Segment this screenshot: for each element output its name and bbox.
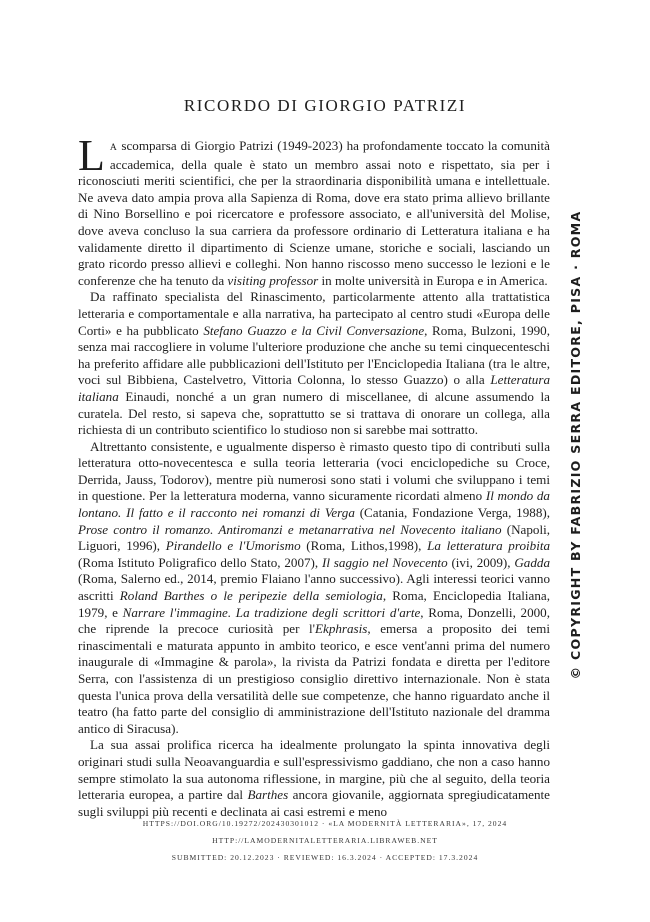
page-title: RICORDO DI GIORGIO PATRIZI	[183, 96, 467, 115]
text-run: , Roma, Enciclopedia Italiana, 1979, e	[78, 588, 550, 620]
paragraph	[78, 289, 550, 438]
footer-url: HTTP://LAMODERNITALETTERARIA.LIBRAWEB.NET	[212, 836, 438, 845]
text-run: scomparsa di Giorgio Patrizi (1949-2023) ha profondamente toccato la comunità accademica, della quale è stato un membro assai noto e rispettato, sia per i riconosciuti meriti scientifici, che per la straordinaria disponibilità umana e intellettuale. Ne aveva dato ampia prova alla Sapienza di Roma, dove era stato prima allievo brillante di Nino Borsellino e poi ricercatore e professore associato, e all'università del Molise, dove aveva concluso la sua carriera da professore ordinario di Letteratura italiana e ha validamente diretto il dipartimento di Scienze umane, storiche e sociali, lasciando un grato ricordo presso allievi e colleghi. Non hanno riscosso meno successo le lezioni e le conferenze che ha tenuto da	[78, 138, 550, 288]
paragraph	[78, 131, 550, 289]
italic-title: Roland Barthes o le peripezie della semiologia	[119, 588, 383, 604]
italic-title: Gadda	[514, 554, 550, 570]
text-run: (Roma, Salerno ed., 2014, premio Flaiano l'anno successivo). Agli interessi teorici vanno ascritti	[78, 571, 550, 604]
text-run: , Roma, Donzelli, 2000, che riprende la precoce curiosità per l'	[78, 604, 550, 637]
italic-title: La letteratura proibita	[427, 538, 551, 554]
text-run: (ivi, 2009),	[447, 554, 515, 570]
side-copyright-text: © COPYRIGHT BY FABRIZIO SERRA EDITORE, PISA · ROMA	[568, 210, 583, 680]
footer-doi: HTTPS://DOI.ORG/10.19272/202430301012 · «LA MODERNITÀ LETTERARIA», 17, 2024	[142, 819, 508, 828]
text-run: , Roma, Bulzoni, 1990, senza mai raccogliere in volume l'ulteriore produzione che anche su temi cinquecenteschi ha preferito affidare alle pubblicazioni dell'Istituto per l'Enciclopedia Italiana (tra le altre, voci sul Bibbiena, Castelvetro, Vittoria Colonna, lo stesso Guazzo) o alla	[78, 322, 550, 388]
text-run: Einaudi, nonché a un gran numero di miscellanee, di alcune assumendo la curatela. Del resto, si sapeva che, soprattutto se si trattava di onorare un collega, alla richiesta di un contributo scientifico lo studioso non si sarebbe mai sottratto.	[78, 388, 550, 438]
text-run: (Napoli, Liguori, 1996),	[78, 521, 551, 554]
italic-title: Il mondo da lontano. Il fatto e il racconto nei romanzi di Verga	[78, 488, 550, 521]
text-run: (Roma Istituto Poligrafico dello Stato, 2007),	[78, 554, 322, 570]
text-run: ancora giovanile, aggiornata spregiudicatamente sugli sviluppi più recenti e declinata ai casi estremi e meno	[78, 787, 550, 819]
text-run: Altrettanto consistente, e ugualmente disperso è rimasto questo tipo di contributi sulla letteratura otto-novecentesca e sulla teoria letteraria (voci enciclopediche su Croce, Derrida, Jauss, Todorov), mentre più numerosi sono stati i volumi che sviluppano i temi in questione. Per la letteratura moderna, vanno sicuramente ricordati almeno	[78, 438, 550, 504]
text-run: Da raffinato specialista del Rinascimento, particolarmente attento alla trattatistica letteraria e comportamentale e alla narrativa, ha partecipato al centro studi «Europa delle Corti» e ha pubblicato	[78, 289, 550, 338]
italic-title: Pirandello e l'Umorismo	[165, 538, 301, 554]
paragraph	[78, 439, 550, 738]
text-run: (Roma, Lithos,1998),	[300, 538, 428, 554]
italic-title: Letteratura italiana	[78, 372, 550, 404]
drop-cap: L	[78, 131, 105, 180]
italic-title: Prose contro il romanzo. Antiromanzi e metanarrativa nel Novecento italiano	[78, 521, 502, 537]
footer-dates: SUBMITTED: 20.12.2023 · REVIEWED: 16.3.2024 · ACCEPTED: 17.3.2024	[171, 853, 479, 862]
italic-title: visiting professor	[227, 272, 319, 288]
italic-title: Narrare l'immagine. La tradizione degli scrittori d'arte	[122, 604, 421, 620]
paragraph	[78, 737, 550, 820]
side-copyright	[563, 210, 593, 680]
article-body	[78, 131, 551, 820]
text-run: , emersa a proposito dei temi rinascimentali e maturata appunto in ambito teorico, e esce vent'anni prima del numero inaugurale di «Immagine & parola», la rivista da Patrizi fondata e diretta per l'editore Serra, con l'assistenza di un prestigioso consiglio direttivo internazionale. Non è stata questa l'unica prova della versatilità delle sue competenze, che hanno riguardato anche il teatro (ha fatto parte del consiglio di amministrazione dell'Istituto nazionale del dramma antico di Siracusa).	[78, 621, 551, 736]
text-run: in molte università in Europa e in America.	[318, 272, 548, 288]
small-caps-text: A	[109, 142, 118, 153]
text-run: (Catania, Fondazione Verga, 1988),	[354, 505, 550, 521]
italic-title: Stefano Guazzo e la Civil Conversazione	[203, 322, 425, 338]
text-run: La sua assai prolifica ricerca ha idealmente prolungato la spinta innovativa degli originari studi sulla Neoavanguardia e sull'espressivismo gaddiano, che non a caso hanno sempre stimolato la sua autonoma riflessione, in margine, più che al seguito, della teoria letteraria europea, a partire dal	[78, 737, 550, 803]
italic-title: Il saggio nel Novecento	[322, 554, 448, 570]
italic-title: Barthes	[247, 787, 289, 803]
italic-title: Ekphrasis	[315, 621, 368, 637]
